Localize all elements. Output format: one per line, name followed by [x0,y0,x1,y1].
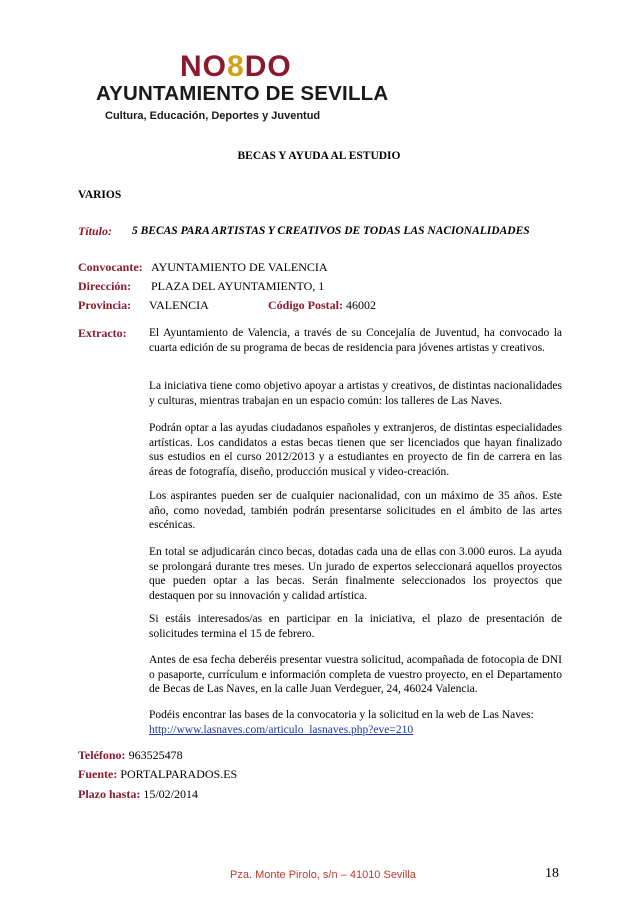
titulo-value: 5 BECAS PARA ARTISTAS Y CREATIVOS DE TODAS LAS NACIONALIDADES [132,225,530,237]
section-heading: VARIOS [78,189,122,201]
convocante-label: Convocante: [78,260,143,274]
provincia-value: VALENCIA [149,298,209,312]
fuente-label: Fuente: [78,767,118,781]
direccion-value: PLAZA DEL AYUNTAMIENTO, 1 [151,279,325,293]
page-number: 18 [545,866,559,881]
extracto-paragraph-8 [149,708,562,737]
plazo-value: 15/02/2014 [143,787,198,801]
cp-value: 46002 [346,298,376,312]
logo-do: DO [244,50,292,83]
extracto-paragraph-8-text: Podéis encontrar las bases de la convocatoria y la solicitud en la web de Las Naves: [149,709,534,721]
logo-ayuntamiento: AYUNTAMIENTO DE SEVILLA [96,82,389,105]
provincia-label: Provincia: [78,298,132,312]
fuente-value: PORTALPARADOS.ES [120,767,238,781]
extracto-label: Extracto: [78,326,127,340]
document-title: BECAS Y AYUDA AL ESTUDIO [237,150,401,162]
plazo-row [78,787,198,802]
logo-subtitle: Cultura, Educación, Deportes y Juventud [105,110,321,122]
fuente-row [78,767,237,782]
extracto-paragraph-7: Antes de esa fecha deberéis presentar vuestra solicitud, acompañada de fotocopia de DNI o pasaporte, currículum e información completa de vuestro proyecto, en el Departamento de Becas de Las Naves, en la calle Juan Verdeguer, 24, 46024 Valencia. [149,654,562,696]
direccion-label: Dirección: [78,279,132,293]
telefono-value: 963525478 [128,748,183,762]
extracto-paragraph-5: En total se adjudicarán cinco becas, dotadas cada una de ellas con 3.000 euros. La ayuda se prolongará durante tres meses. Un jurado de expertos seleccionará aquellos proyectos que pueden optar a las becas. Serán finalmente seleccionados los proyectos que destaquen por su innovación y calidad artística. [149,546,562,602]
extracto-paragraph-2: La iniciativa tiene como objetivo apoyar a artistas y creativos, de distintas nacionalidades y culturas, mientras trabajan en un espacio común: los talleres de Las Naves. [149,380,562,407]
extracto-paragraph-3: Podrán optar a las ayudas ciudadanos españoles y extranjeros, de distintas especialidades artísticas. Los candidatos a estas becas tienen que ser licenciados que hayan finalizado sus estudios en el curso 2012/2013 y a estudiantes en proyecto de fin de carrera en las áreas de fotografía, diseño, producción musical y video-creación. [149,422,562,478]
footer-address: Pza. Monte Pirolo, s/n – 41010 Sevilla [230,869,416,881]
convocante-value: AYUNTAMIENTO DE VALENCIA [151,260,328,274]
extracto-paragraph-6: Si estáis interesados/as en participar en la iniciativa, el plazo de presentación de solicitudes termina el 15 de febrero. [149,613,562,640]
plazo-label: Plazo hasta: [78,787,141,801]
logo-8: 8 [227,50,245,83]
logo-no: NO [180,50,227,83]
extracto-paragraph-1: El Ayuntamiento de Valencia, a través de su Concejalía de Juventud, ha convocado la cuarta edición de su programa de becas de residencia para jóvenes artistas y creativos. [149,327,562,354]
telefono-row [78,748,183,763]
titulo-label: Título: [78,224,113,238]
cp-label: Código Postal: [268,298,343,312]
telefono-label: Teléfono: [78,748,126,762]
lasnaves-link[interactable]: http://www.lasnaves.com/articulo_lasnaves.php?eve=210 [149,723,414,736]
extracto-paragraph-4: Los aspirantes pueden ser de cualquier nacionalidad, con un máximo de 35 años. Este año, como novedad, también podrán presentarse solicitudes en el ámbito de las artes escénicas. [149,490,562,532]
logo-nodo [180,50,292,84]
